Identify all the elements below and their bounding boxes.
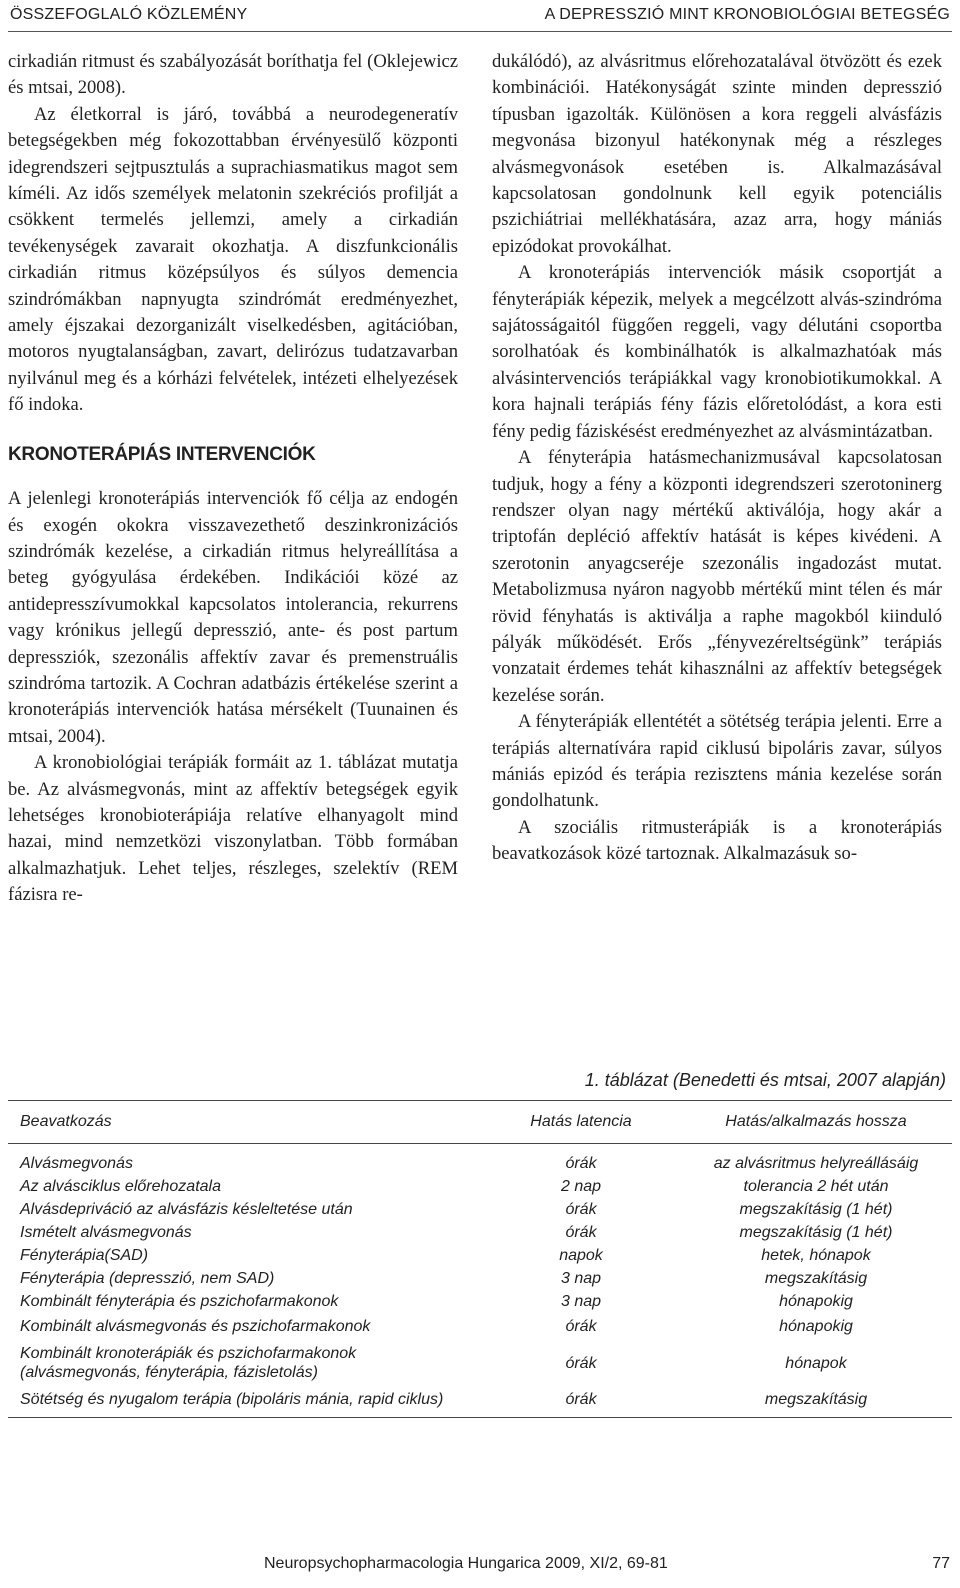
right-paragraph-4: A fényterápiák ellentétét a sötétség terápia jelenti. Erre a terápiás alternatívára rapid ciklusú bipoláris zavar, súlyos mániás epizód és terápia rezisztens mánia kezelése során gondolhatunk. xyxy=(492,711,942,812)
right-paragraph-3: A fényterápia hatásmechanizmusával kapcsolatosan tudjuk, hogy a fény a központi idegrendszeri szerotoninerg rendszer olyan nagy mértékű aktiválója, hogy akár a triptofán depléció affektív hatását is képes kivédeni. A szerotonin anyagcseréje szezonális ingadozást mutat. Metabolizmusa nyáron nagyobb mértékű mint télen és már rövid fényhatás is aktiválja a raphe magokból kiinduló pályák működését. Erős „fényvezéreltségünk” terápiás vonzatait érdemes tehát kihasználni az affektív betegségek kezelése során. xyxy=(492,447,942,706)
left-paragraph-3: A jelenlegi kronoterápiás intervenciók fő célja az endogén és exogén okokra visszavezethető deszinkronizációs szindrómák kezelése, a cirkadián ritmus helyreállítása a beteg gyógyulása érdekében. Indikációi közé az antidepresszívumokkal kapcsolatos intolerancia, rekurrens vagy krónikus jellegű depresszió, ante- és post partum depressziók, szezonális affektív zavar és premenstruális szindróma tartozik. A Cochran adatbázis értékelése szerint a kronoterápiás intervenciók hatása mérsékelt (Tuunainen és mtsai, 2004). xyxy=(8,488,458,747)
table-row xyxy=(8,1244,952,1267)
right-paragraph-2: A kronoterápiás intervenciók másik csoportját a fényterápiák képezik, melyek a megcélzott alvás-szindróma sajátosságaitól függően reggeli, vagy délutáni csoportba sorolhatóak és kombinálhatók is alkalmazhatóak más alvásintervenciós terápiákkal vagy kronobiotikumokkal. A kora hajnali terápiás fény fázis előretolódást, a kora esti fény pedig fáziskésést eredményezhet az alvásmintázatban. xyxy=(492,262,942,442)
header-latency: Hatás latencia xyxy=(530,1113,632,1130)
cell-duration: megszakításig (1 hét) xyxy=(739,1201,893,1218)
left-paragraph-4: A kronobiológiai terápiák formáit az 1. táblázat mutatja be. Az alvásmegvonás, mint az affektív betegségek egyik lehetséges kronobioterápiája relatíve elhanyagolt mind hazai, mind nemzetközi viszonylatban. Több formában alkalmazhatjuk. Lehet teljes, részleges, szelektív (REM fázisra re- xyxy=(8,752,458,906)
cell-latency: órák xyxy=(565,1155,597,1172)
cell-duration: tolerancia 2 hét után xyxy=(743,1178,889,1195)
cell-intervention: Fényterápia (depresszió, nem SAD) xyxy=(20,1270,275,1287)
cell-latency: 3 nap xyxy=(560,1270,602,1287)
cell-intervention: Sötétség és nyugalom terápia (bipoláris mánia, rapid ciklus) xyxy=(20,1391,444,1408)
header-duration: Hatás/alkalmazás hossza xyxy=(725,1113,907,1130)
right-column xyxy=(492,49,942,868)
cell-duration: hónapokig xyxy=(779,1318,853,1335)
journal-citation: Neuropsychopharmacologia Hungarica 2009, XI/2, 69-81 xyxy=(264,1555,668,1572)
cell-intervention: Fényterápia(SAD) xyxy=(20,1247,149,1264)
running-header-left: ÖSSZEFOGLALÓ KÖZLEMÉNY xyxy=(10,6,248,23)
header-intervention: Beavatkozás xyxy=(20,1113,112,1130)
table-row xyxy=(8,1175,952,1198)
table-row xyxy=(8,1221,952,1244)
cell-duration: hónapokig xyxy=(779,1293,853,1310)
cell-latency: órák xyxy=(565,1318,597,1335)
cell-duration: megszakításig (1 hét) xyxy=(739,1224,893,1241)
running-header-right: A DEPRESSZIÓ MINT KRONOBIOLÓGIAI BETEGSÉG xyxy=(544,6,950,23)
table-header-row xyxy=(8,1101,952,1144)
cell-intervention: Kombinált fényterápia és pszichofarmakonok xyxy=(20,1293,339,1310)
left-paragraph-1: cirkadián ritmust és szabályozását boríthatja fel (Oklejewicz és mtsai, 2008). xyxy=(8,51,458,99)
cell-intervention: Kombinált kronoterápiák és pszichofarmakonok (alvásmegvonás, fényterápia, fázisletolás) xyxy=(20,1345,357,1381)
cell-duration: hetek, hónapok xyxy=(761,1247,871,1264)
section-heading: KRONOTERÁPIÁS INTERVENCIÓK xyxy=(8,443,316,465)
table-caption: 1. táblázat (Benedetti és mtsai, 2007 alapján) xyxy=(584,1070,946,1090)
cell-duration: megszakításig xyxy=(764,1270,868,1287)
header-rule xyxy=(8,31,952,32)
table-row xyxy=(8,1290,952,1313)
table-row xyxy=(8,1313,952,1340)
cell-intervention: Kombinált alvásmegvonás és pszichofarmakonok xyxy=(20,1318,371,1335)
cell-latency: órák xyxy=(565,1354,597,1372)
table-row xyxy=(8,1144,952,1176)
cell-duration: megszakításig xyxy=(764,1391,868,1408)
table-row xyxy=(8,1340,952,1386)
cell-intervention: Az alvásciklus előrehozatala xyxy=(20,1178,221,1195)
cell-latency: órák xyxy=(565,1224,597,1241)
intervention-table xyxy=(8,1100,952,1418)
left-paragraph-2: Az életkorral is járó, továbbá a neurodegeneratív betegségekben még fokozottabban érvényesülő központi idegrendszeri sejtpusztulás a suprachiasmatikus magot sem kíméli. Az idős személyek melatonin szekréciós profilját a csökkent termelés jellemzi, amely a cirkadián tevékenységek zavarait okozhatja. A diszfunkcionális cirkadián ritmus középsúlyos és súlyos demencia szindrómákban napnyugta szindrómát eredményezhet, amely éjszakai dezorganizált viselkedésben, agitációban, motoros nyugtalanságban, zavart, delirózus tudatzavarban nyilvánul meg és a kórházi felvételek, intézeti elhelyezések fő indoka. xyxy=(8,103,458,416)
cell-latency: 2 nap xyxy=(560,1178,602,1195)
cell-intervention: Ismételt alvásmegvonás xyxy=(20,1224,192,1241)
cell-duration: hónapok xyxy=(785,1354,847,1372)
table-row xyxy=(8,1267,952,1290)
table-row xyxy=(8,1386,952,1417)
right-paragraph-5: A szociális ritmusterápiák is a kronoterápiás beavatkozások közé tartoznak. Alkalmazásuk so- xyxy=(492,816,942,865)
cell-duration: az alvásritmus helyreállásáig xyxy=(713,1155,919,1172)
cell-latency: órák xyxy=(565,1391,597,1408)
page-number: 77 xyxy=(932,1555,950,1572)
left-column xyxy=(8,49,458,909)
cell-intervention: Alvásmegvonás xyxy=(20,1155,133,1172)
cell-latency: napok xyxy=(559,1247,603,1264)
cell-latency: órák xyxy=(565,1201,597,1218)
right-paragraph-1: dukálódó), az alvásritmus előrehozatalával ötvözött és ezek kombinációi. Hatékonyságát szinte minden depresszió típusban igazolták. Különösen a kora reggeli alvásfázis megvonása bizonyul hatékonynak még a részleges alvásmegvonások esetében is. Alkalmazásával kapcsolatosan gondolnunk kell egyik potenciális pszichiátriai mellékhatására, azaz arra, hogy mániás epizódokat provokálhat. xyxy=(492,51,942,257)
cell-latency: 3 nap xyxy=(560,1293,602,1310)
cell-intervention: Alvásdepriváció az alvásfázis késleltetése után xyxy=(20,1201,353,1218)
table-row xyxy=(8,1198,952,1221)
